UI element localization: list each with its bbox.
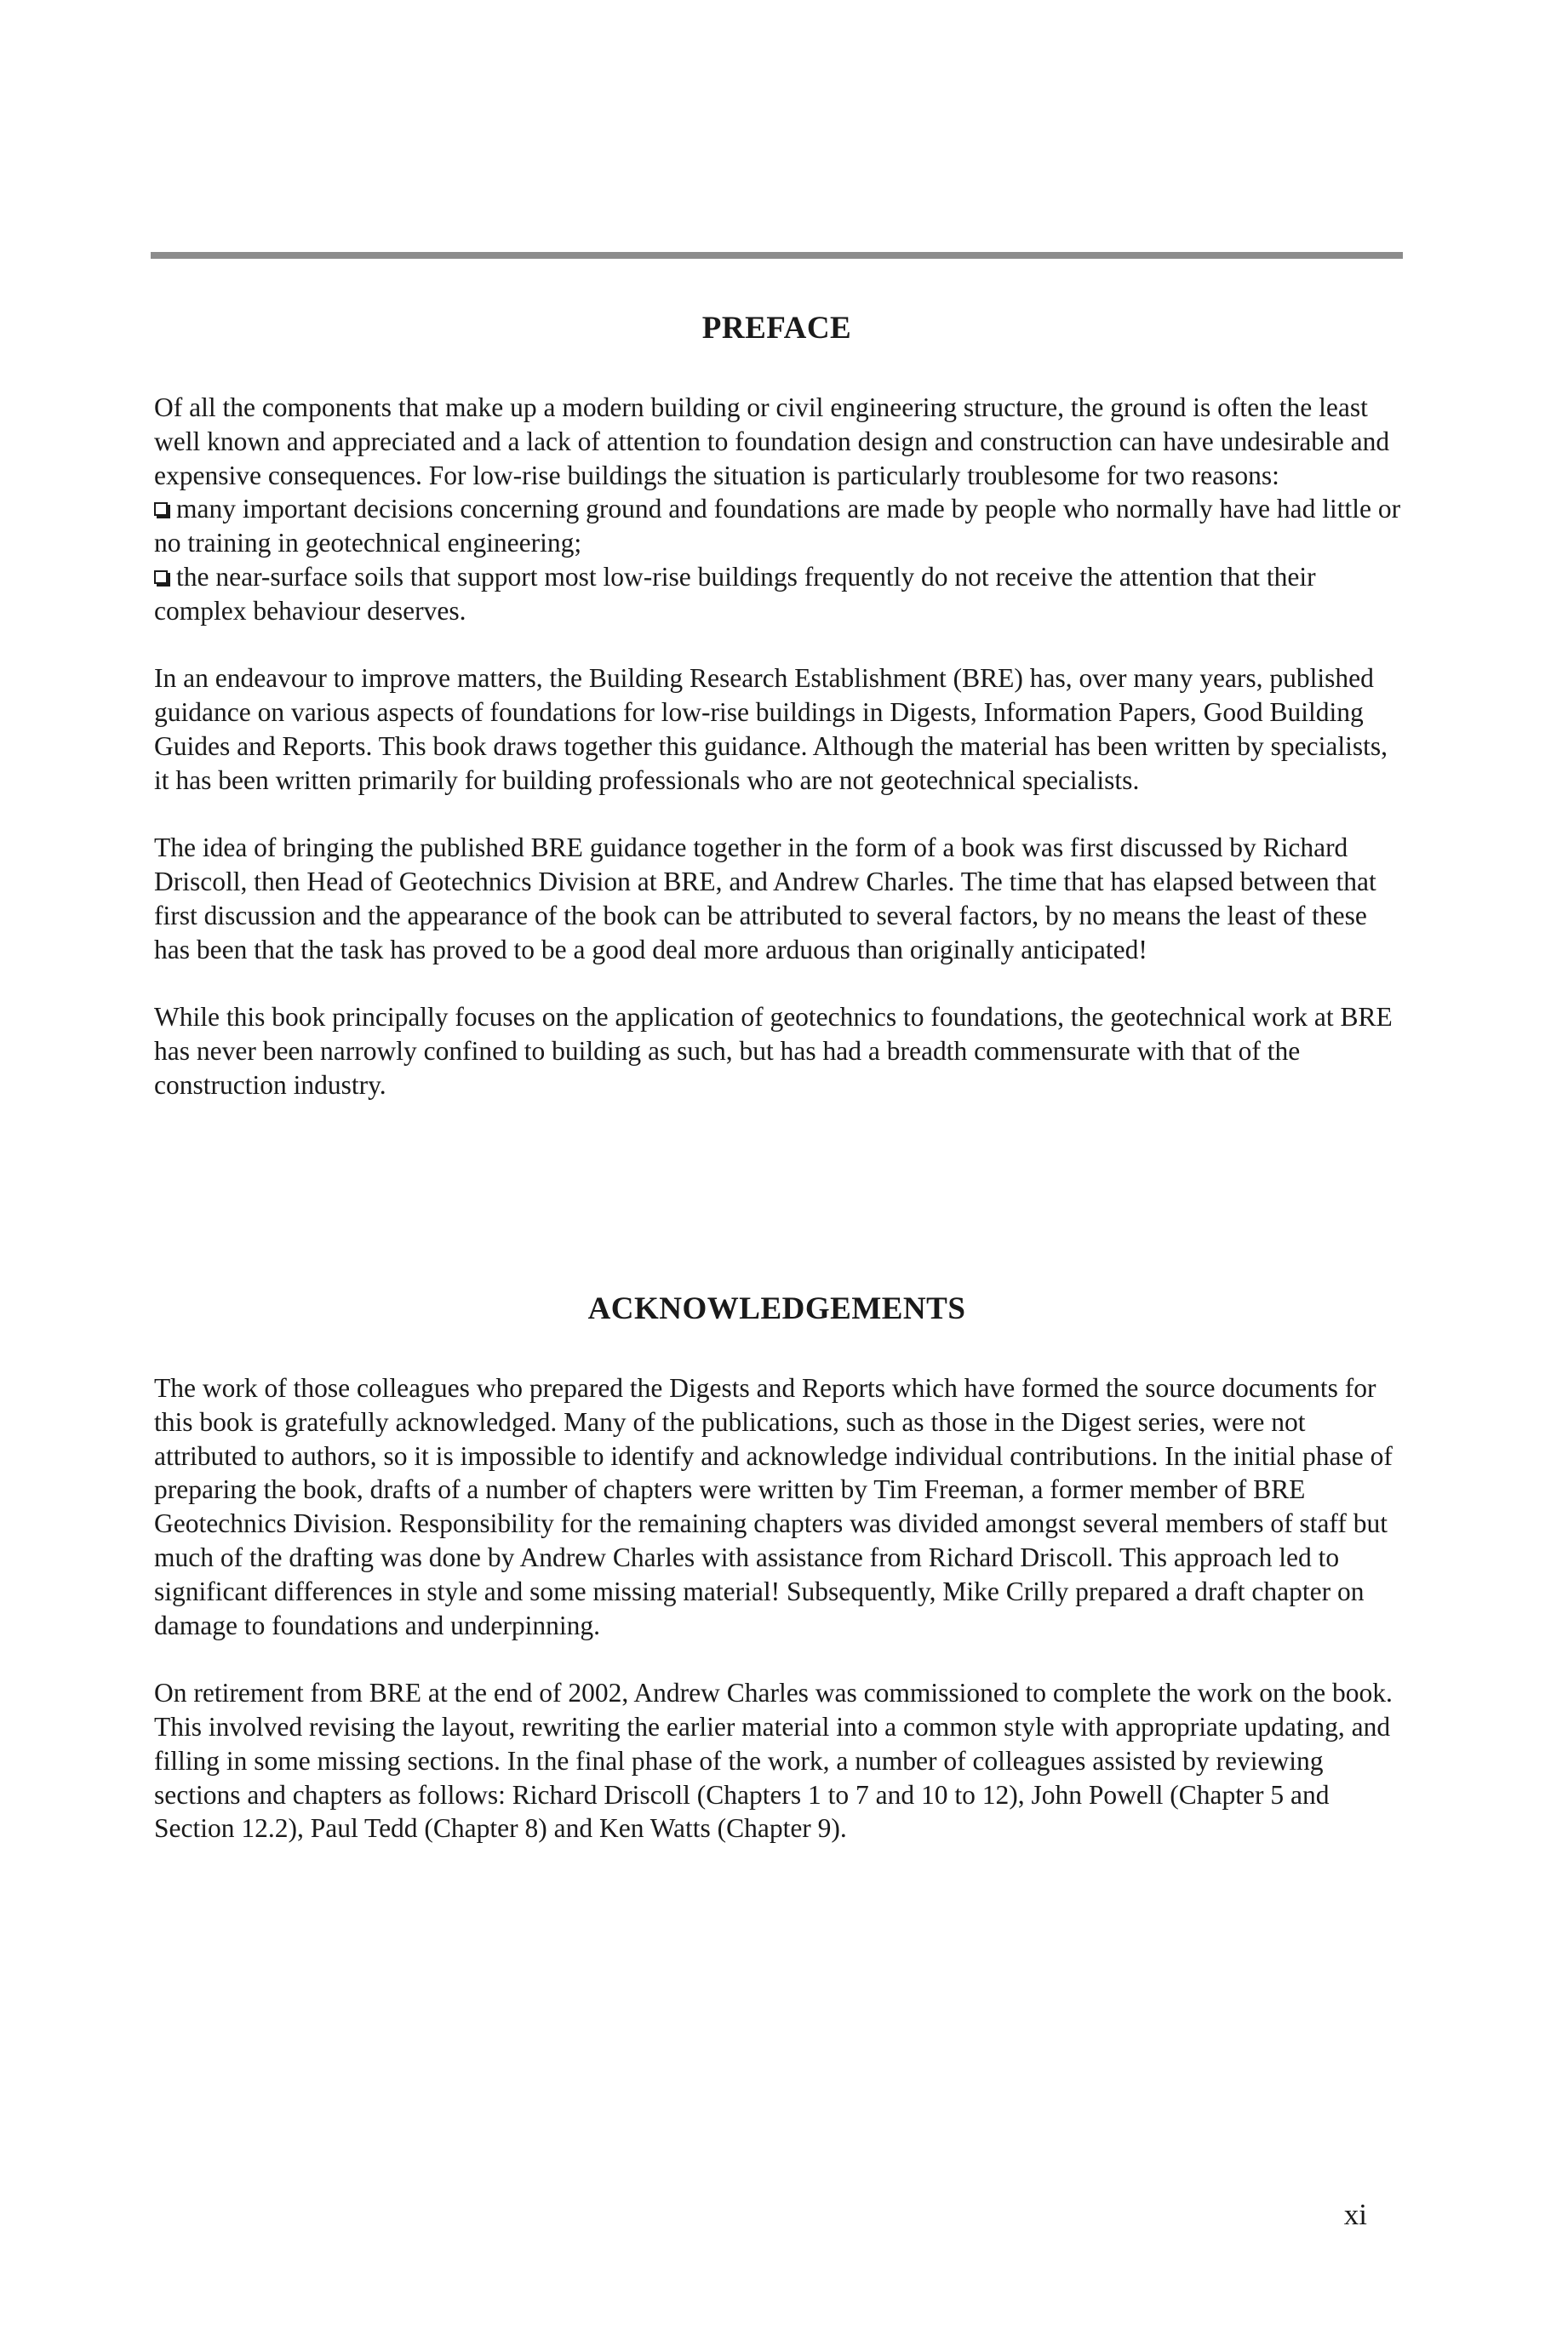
preface-paragraph: The idea of bringing the published BRE guidance together in the form of a book was first discussed by Richard Driscoll, then Head of Geotechnics Division at BRE, and Andrew Charles. The time that has elapsed between that first discussion and the appearance of the book can be attributed to several factors, by no means the least of these has been that the task has proved to be a good deal more arduous than originally anticipated!: [154, 833, 1376, 964]
preface-intro-paragraph: [154, 391, 1405, 628]
preface-bullet-text: the near-surface soils that support most low-rise buildings frequently do not receive the attention that their complex behaviour deserves.: [154, 561, 1316, 626]
preface-bullet: [154, 492, 1405, 560]
preface-paragraph: While this book principally focuses on the application of geotechnics to foundations, the geotechnical work at BRE has never been narrowly confined to building as such, but has had a breadth commensurate with that of the construction industry.: [154, 1002, 1393, 1100]
preface-paragraph: In an endeavour to improve matters, the Building Research Establishment (BRE) has, over many years, published guidance on various aspects of foundations for low-rise buildings in Digests, Information Papers, Good Building Guides and Reports. This book draws together this guidance. Although the material has been written by specialists, it has been written primarily for building professionals who are not geotechnical specialists.: [154, 663, 1388, 795]
page-number: xi: [1343, 2198, 1367, 2231]
acknowledgements-heading: ACKNOWLEDGEMENTS: [587, 1291, 966, 1326]
preface-body: [154, 391, 1405, 1102]
acknowledgements-body: [154, 1371, 1405, 1846]
checkbox-bullet-icon: [154, 502, 168, 516]
preface-bullet: [154, 560, 1405, 628]
preface-bullet-text: many important decisions concerning ground and foundations are made by people who normally have had little or no training in geotechnical engineering;: [154, 494, 1401, 558]
checkbox-bullet-icon: [154, 570, 168, 584]
preface-intro-text: Of all the components that make up a modern building or civil engineering structure, the ground is often the least well known and appreciated and a lack of attention to foundation design and construction can have undesirable and expensive consequences. For low-rise buildings the situation is particularly troublesome for two reasons:: [154, 392, 1390, 490]
acknowledgements-paragraph: On retirement from BRE at the end of 2002, Andrew Charles was commissioned to complete the work on the book. This involved revising the layout, rewriting the earlier material into a common style with appropriate updating, and filling in some missing sections. In the final phase of the work, a number of colleagues assisted by reviewing sections and chapters as follows: Richard Driscoll (Chapters 1 to 7 and 10 to 12), John Powell (Chapter 5 and Section 12.2), Paul Tedd (Chapter 8) and Ken Watts (Chapter 9).: [154, 1678, 1393, 1844]
preface-heading: PREFACE: [701, 311, 852, 346]
acknowledgements-paragraph: The work of those colleagues who prepared the Digests and Reports which have formed the source documents for this book is gratefully acknowledged. Many of the publications, such as those in the Digest series, were not attributed to authors, so it is impossible to identify and acknowledge individual contributions. In the initial phase of preparing the book, drafts of a number of chapters were written by Tim Freeman, a former member of BRE Geotechnics Division. Responsibility for the remaining chapters was divided amongst several members of staff but much of the drafting was done by Andrew Charles with assistance from Richard Driscoll. This approach led to significant differences in style and some missing material! Subsequently, Mike Crilly prepared a draft chapter on damage to foundations and underpinning.: [154, 1373, 1393, 1640]
top-rule: [151, 252, 1403, 259]
